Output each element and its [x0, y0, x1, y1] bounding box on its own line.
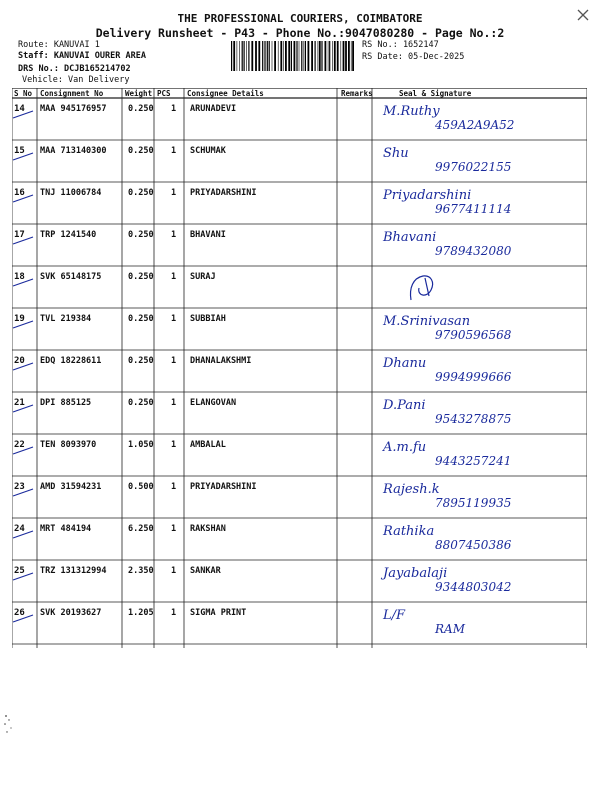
row-sno: 21: [14, 398, 25, 408]
row-signature: [375, 354, 597, 394]
tick-mark-icon: [12, 108, 34, 122]
runsheet-title: Delivery Runsheet - P43 - Phone No.:9047080280 - Page No.:2: [95, 26, 505, 40]
row-pcs: 1: [171, 146, 177, 156]
corner-mark-icon: [576, 8, 590, 22]
col-header-remarks: Remarks: [341, 89, 373, 98]
row-consignment-no: TVL 219384: [40, 314, 92, 324]
row-sno: 15: [14, 146, 25, 156]
row-signature: [375, 480, 597, 520]
tick-mark-icon: [12, 150, 34, 164]
signature-name: Priyadarshini: [383, 188, 472, 203]
row-sno: 23: [14, 482, 25, 492]
staff-label: Staff: KANUVAI OURER AREA: [18, 51, 146, 61]
row-consignee: PRIYADARSHINI: [190, 188, 257, 198]
col-header-signature: Seal & Signature: [399, 89, 472, 98]
row-consignment-no: MAA 945176957: [40, 104, 107, 114]
signature-name: D.Pani: [383, 398, 426, 413]
signature-phone: RAM: [435, 622, 465, 636]
signature-phone: 7895119935: [435, 496, 512, 510]
row-weight: 0.500: [128, 482, 154, 492]
signature-phone: 9790596568: [435, 328, 512, 342]
row-weight: 6.250: [128, 524, 154, 534]
scan-specks: [0, 710, 20, 740]
route-label: Route: KANUVAI 1: [18, 40, 100, 50]
row-consignment-no: SVK 65148175: [40, 272, 102, 282]
row-consignee: AMBALAL: [190, 440, 226, 450]
rs-number: RS No.: 1652147: [362, 40, 439, 50]
row-pcs: 1: [171, 356, 177, 366]
row-pcs: 1: [171, 524, 177, 534]
signature-name: Jayabalaji: [383, 566, 448, 581]
row-sno: 14: [14, 104, 25, 114]
signature-phone: 9543278875: [435, 412, 512, 426]
row-weight: 1.050: [128, 440, 154, 450]
row-signature: [375, 312, 597, 352]
col-header-consignee: Consignee Details: [187, 89, 264, 98]
row-sno: 22: [14, 440, 25, 450]
row-sno: 18: [14, 272, 25, 282]
tick-mark-icon: [12, 528, 34, 542]
col-header-weight: Weight: [125, 89, 153, 98]
company-name: THE PROFESSIONAL COURIERS, COIMBATORE: [177, 12, 423, 25]
row-consignee: PRIYADARSHINI: [190, 482, 257, 492]
row-sno: 17: [14, 230, 25, 240]
row-consignee: ELANGOVAN: [190, 398, 237, 408]
signature-phone: 9994999666: [435, 370, 512, 384]
row-pcs: 1: [171, 566, 177, 576]
row-sno: 25: [14, 566, 25, 576]
scribble-signature-icon: [405, 270, 445, 304]
signature-name: Bhavani: [383, 230, 437, 245]
row-consignment-no: TEN 8093970: [40, 440, 97, 450]
row-consignee: DHANALAKSHMI: [190, 356, 252, 366]
row-consignee: SURAJ: [190, 272, 216, 282]
row-consignee: SANKAR: [190, 566, 221, 576]
row-signature: [375, 564, 597, 604]
signature-name: Rathika: [383, 524, 435, 539]
row-pcs: 1: [171, 230, 177, 240]
row-weight: 0.250: [128, 314, 154, 324]
tick-mark-icon: [12, 276, 34, 290]
signature-name: Rajesh.k: [383, 482, 440, 497]
row-pcs: 1: [171, 104, 177, 114]
signature-phone: 9976022155: [435, 160, 512, 174]
row-weight: 1.205: [128, 608, 154, 618]
row-pcs: 1: [171, 440, 177, 450]
row-weight: 0.250: [128, 146, 154, 156]
signature-phone: 9677411114: [435, 202, 512, 216]
tick-mark-icon: [12, 570, 34, 584]
row-signature: [375, 144, 597, 184]
row-weight: 0.250: [128, 104, 154, 114]
signature-name: M.Ruthy: [383, 104, 440, 119]
col-header-consignment: Consignment No: [40, 89, 104, 98]
tick-mark-icon: [12, 318, 34, 332]
row-signature: [375, 522, 597, 562]
row-pcs: 1: [171, 272, 177, 282]
signature-phone: 9789432080: [435, 244, 512, 258]
signature-phone: 9344803042: [435, 580, 512, 594]
row-sno: 16: [14, 188, 25, 198]
row-signature: [375, 438, 597, 478]
row-pcs: 1: [171, 314, 177, 324]
row-weight: 2.350: [128, 566, 154, 576]
tick-mark-icon: [12, 234, 34, 248]
row-signature: [375, 186, 597, 226]
tick-mark-icon: [12, 612, 34, 626]
tick-mark-icon: [12, 444, 34, 458]
row-consignee: ARUNADEVI: [190, 104, 237, 114]
row-pcs: 1: [171, 188, 177, 198]
signature-phone: 9443257241: [435, 454, 512, 468]
row-sno: 19: [14, 314, 25, 324]
row-consignee: BHAVANI: [190, 230, 226, 240]
col-header-sno: S No: [14, 89, 33, 98]
row-consignment-no: MRT 484194: [40, 524, 92, 534]
row-consignment-no: TNJ 11006784: [40, 188, 102, 198]
tick-mark-icon: [12, 486, 34, 500]
row-consignment-no: SVK 20193627: [40, 608, 102, 618]
row-consignment-no: MAA 713140300: [40, 146, 107, 156]
row-sno: 26: [14, 608, 25, 618]
row-weight: 0.250: [128, 356, 154, 366]
row-consignment-no: TRP 1241540: [40, 230, 97, 240]
row-pcs: 1: [171, 608, 177, 618]
row-consignee: SCHUMAK: [190, 146, 226, 156]
row-pcs: 1: [171, 398, 177, 408]
row-consignment-no: TRZ 131312994: [40, 566, 107, 576]
row-consignment-no: AMD 31594231: [40, 482, 102, 492]
signature-phone: 459A2A9A52: [435, 118, 515, 132]
signature-name: Shu: [383, 146, 409, 161]
row-consignee: RAKSHAN: [190, 524, 226, 534]
row-pcs: 1: [171, 482, 177, 492]
rs-date: RS Date: 05-Dec-2025: [362, 52, 465, 62]
row-signature: [375, 270, 597, 310]
row-weight: 0.250: [128, 272, 154, 282]
row-signature: [375, 228, 597, 268]
row-consignment-no: EDQ 18228611: [40, 356, 102, 366]
tick-mark-icon: [12, 360, 34, 374]
row-consignee: SUBBIAH: [190, 314, 226, 324]
tick-mark-icon: [12, 192, 34, 206]
barcode-image: [231, 41, 356, 71]
row-signature: [375, 102, 597, 142]
row-weight: 0.250: [128, 188, 154, 198]
tick-mark-icon: [12, 402, 34, 416]
signature-name: Dhanu: [383, 356, 427, 371]
vehicle-label: Vehicle: Van Delivery: [22, 75, 130, 85]
col-header-pcs: PCS: [157, 89, 171, 98]
row-consignee: SIGMA PRINT: [190, 608, 247, 618]
signature-phone: 8807450386: [435, 538, 512, 552]
signature-name: A.m.fu: [383, 440, 427, 455]
row-signature: [375, 606, 597, 646]
row-consignment-no: DPI 885125: [40, 398, 92, 408]
row-sno: 20: [14, 356, 25, 366]
row-signature: [375, 396, 597, 436]
row-sno: 24: [14, 524, 25, 534]
row-weight: 0.250: [128, 398, 154, 408]
row-weight: 0.250: [128, 230, 154, 240]
signature-name: L/F: [383, 608, 406, 623]
drs-number: DRS No.: DCJB165214702: [18, 64, 131, 74]
signature-name: M.Srinivasan: [383, 314, 471, 329]
